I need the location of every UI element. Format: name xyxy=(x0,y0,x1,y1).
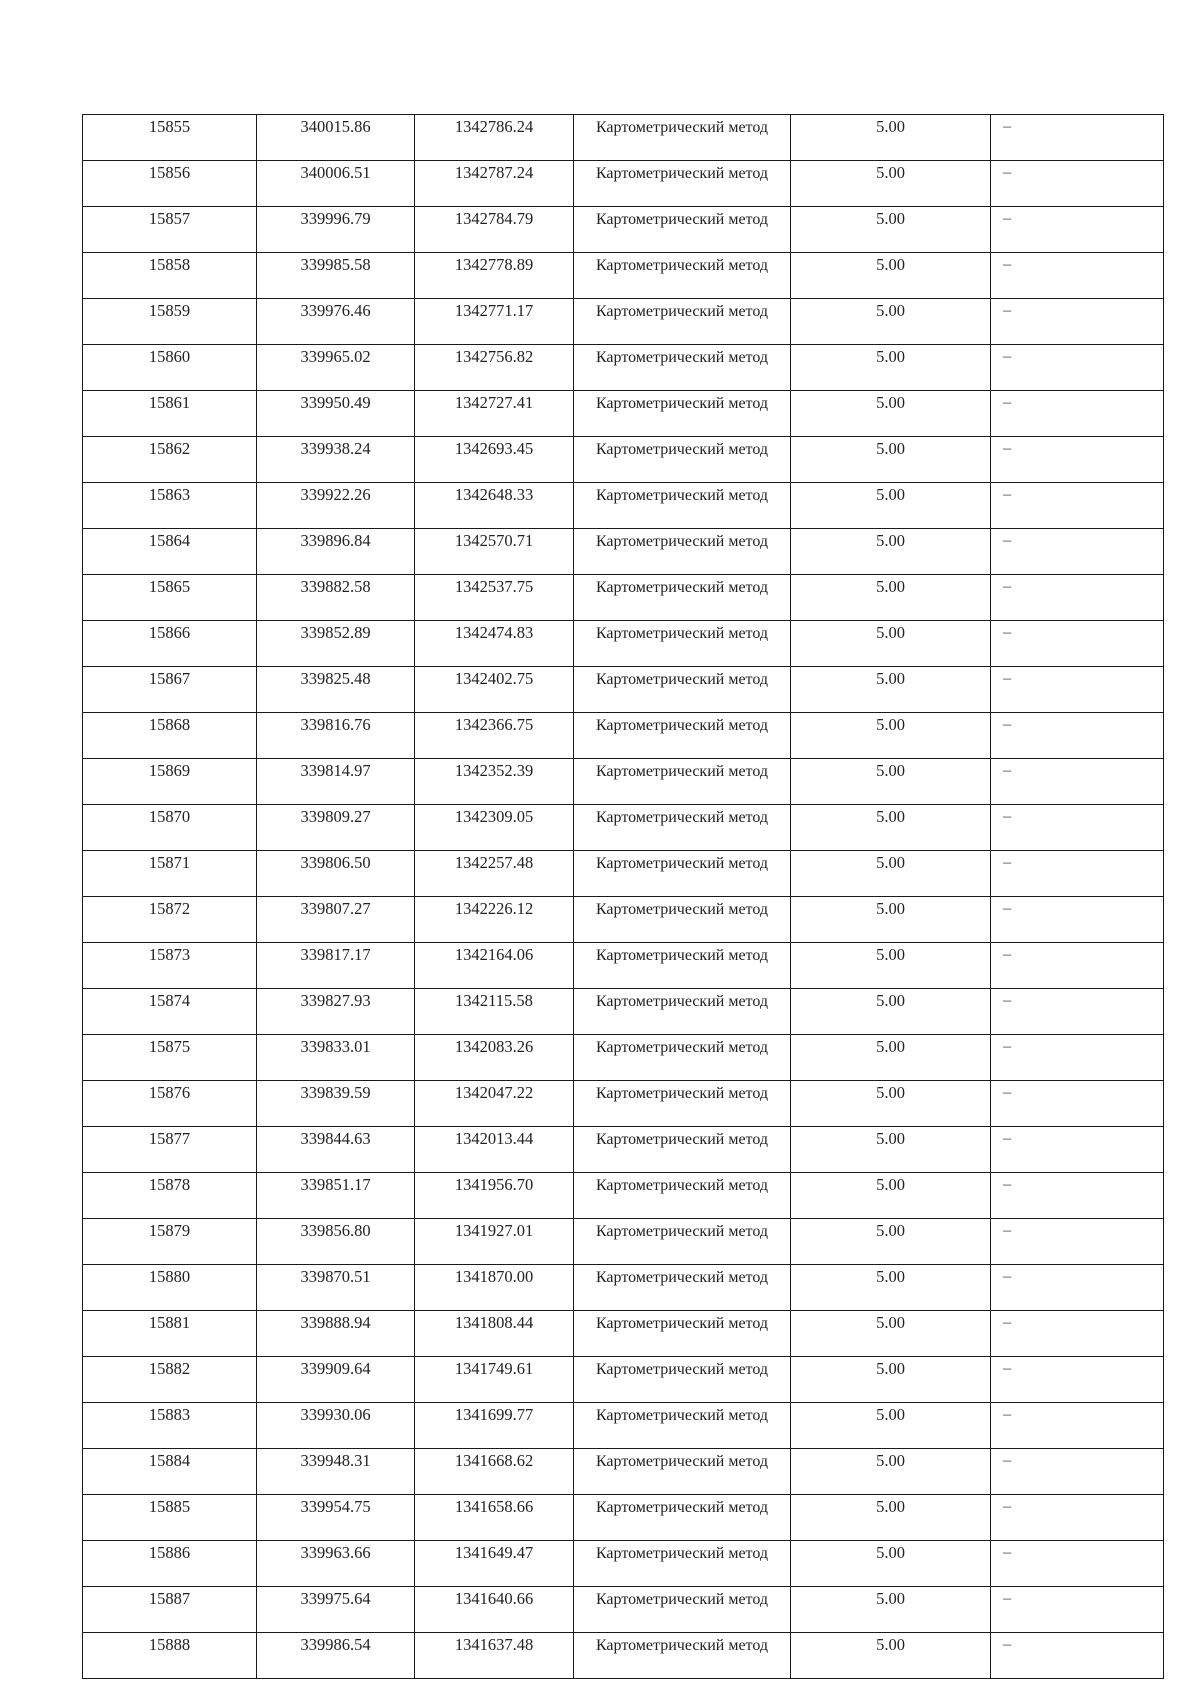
method-cell: Картометрический метод xyxy=(574,253,791,299)
description-cell: – xyxy=(991,207,1164,253)
table-row xyxy=(83,897,1164,943)
coord-x-cell: 339975.64 xyxy=(257,1587,415,1633)
coord-x-cell: 339909.64 xyxy=(257,1357,415,1403)
description-cell: – xyxy=(991,1357,1164,1403)
method-cell: Картометрический метод xyxy=(574,115,791,161)
coord-x-cell: 340006.51 xyxy=(257,161,415,207)
table-row xyxy=(83,207,1164,253)
point-number-cell: 15855 xyxy=(83,115,257,161)
accuracy-cell: 5.00 xyxy=(791,1127,991,1173)
point-number-cell: 15872 xyxy=(83,897,257,943)
accuracy-cell: 5.00 xyxy=(791,1035,991,1081)
table-row xyxy=(83,575,1164,621)
coord-x-cell: 339963.66 xyxy=(257,1541,415,1587)
coord-y-cell: 1342309.05 xyxy=(415,805,574,851)
point-number-cell: 15868 xyxy=(83,713,257,759)
accuracy-cell: 5.00 xyxy=(791,989,991,1035)
description-cell: – xyxy=(991,483,1164,529)
description-cell: – xyxy=(991,1541,1164,1587)
coord-y-cell: 1341956.70 xyxy=(415,1173,574,1219)
table-row xyxy=(83,1173,1164,1219)
point-number-cell: 15888 xyxy=(83,1633,257,1679)
description-cell: – xyxy=(991,529,1164,575)
table-row xyxy=(83,161,1164,207)
description-cell: – xyxy=(991,345,1164,391)
coord-y-cell: 1341927.01 xyxy=(415,1219,574,1265)
table-row xyxy=(83,989,1164,1035)
table-row xyxy=(83,851,1164,897)
coord-y-cell: 1342115.58 xyxy=(415,989,574,1035)
coord-y-cell: 1341808.44 xyxy=(415,1311,574,1357)
description-cell: – xyxy=(991,1127,1164,1173)
table-row xyxy=(83,667,1164,713)
coord-y-cell: 1342756.82 xyxy=(415,345,574,391)
coord-y-cell: 1342537.75 xyxy=(415,575,574,621)
method-cell: Картометрический метод xyxy=(574,1127,791,1173)
table-row xyxy=(83,1081,1164,1127)
accuracy-cell: 5.00 xyxy=(791,943,991,989)
coord-y-cell: 1341649.47 xyxy=(415,1541,574,1587)
description-cell: – xyxy=(991,1173,1164,1219)
coord-x-cell: 339844.63 xyxy=(257,1127,415,1173)
table-row xyxy=(83,759,1164,805)
accuracy-cell: 5.00 xyxy=(791,207,991,253)
accuracy-cell: 5.00 xyxy=(791,1403,991,1449)
coord-x-cell: 339852.89 xyxy=(257,621,415,667)
table-row xyxy=(83,253,1164,299)
table-row xyxy=(83,1127,1164,1173)
coord-x-cell: 339817.17 xyxy=(257,943,415,989)
coord-y-cell: 1342257.48 xyxy=(415,851,574,897)
accuracy-cell: 5.00 xyxy=(791,1541,991,1587)
point-number-cell: 15881 xyxy=(83,1311,257,1357)
point-number-cell: 15867 xyxy=(83,667,257,713)
coord-x-cell: 339870.51 xyxy=(257,1265,415,1311)
coord-y-cell: 1342013.44 xyxy=(415,1127,574,1173)
method-cell: Картометрический метод xyxy=(574,805,791,851)
accuracy-cell: 5.00 xyxy=(791,1587,991,1633)
coord-y-cell: 1342787.24 xyxy=(415,161,574,207)
accuracy-cell: 5.00 xyxy=(791,529,991,575)
point-number-cell: 15887 xyxy=(83,1587,257,1633)
coord-x-cell: 339896.84 xyxy=(257,529,415,575)
description-cell: – xyxy=(991,253,1164,299)
coord-y-cell: 1341699.77 xyxy=(415,1403,574,1449)
accuracy-cell: 5.00 xyxy=(791,851,991,897)
method-cell: Картометрический метод xyxy=(574,529,791,575)
method-cell: Картометрический метод xyxy=(574,575,791,621)
method-cell: Картометрический метод xyxy=(574,1449,791,1495)
point-number-cell: 15875 xyxy=(83,1035,257,1081)
accuracy-cell: 5.00 xyxy=(791,345,991,391)
coord-y-cell: 1342047.22 xyxy=(415,1081,574,1127)
method-cell: Картометрический метод xyxy=(574,1173,791,1219)
coord-y-cell: 1342693.45 xyxy=(415,437,574,483)
table-row xyxy=(83,805,1164,851)
point-number-cell: 15856 xyxy=(83,161,257,207)
accuracy-cell: 5.00 xyxy=(791,161,991,207)
method-cell: Картометрический метод xyxy=(574,1219,791,1265)
method-cell: Картометрический метод xyxy=(574,667,791,713)
coord-x-cell: 339809.27 xyxy=(257,805,415,851)
table-row xyxy=(83,391,1164,437)
description-cell: – xyxy=(991,391,1164,437)
point-number-cell: 15864 xyxy=(83,529,257,575)
coord-y-cell: 1342570.71 xyxy=(415,529,574,575)
method-cell: Картометрический метод xyxy=(574,437,791,483)
description-cell: – xyxy=(991,1219,1164,1265)
description-cell: – xyxy=(991,989,1164,1035)
method-cell: Картометрический метод xyxy=(574,1495,791,1541)
description-cell: – xyxy=(991,437,1164,483)
point-number-cell: 15874 xyxy=(83,989,257,1035)
method-cell: Картометрический метод xyxy=(574,483,791,529)
description-cell: – xyxy=(991,1449,1164,1495)
accuracy-cell: 5.00 xyxy=(791,115,991,161)
method-cell: Картометрический метод xyxy=(574,161,791,207)
coordinates-table-body xyxy=(83,115,1164,1679)
accuracy-cell: 5.00 xyxy=(791,1219,991,1265)
point-number-cell: 15865 xyxy=(83,575,257,621)
description-cell: – xyxy=(991,1495,1164,1541)
table-row xyxy=(83,529,1164,575)
coord-x-cell: 339930.06 xyxy=(257,1403,415,1449)
coord-y-cell: 1341658.66 xyxy=(415,1495,574,1541)
coord-x-cell: 339851.17 xyxy=(257,1173,415,1219)
table-row xyxy=(83,1219,1164,1265)
description-cell: – xyxy=(991,621,1164,667)
coord-y-cell: 1341637.48 xyxy=(415,1633,574,1679)
method-cell: Картометрический метод xyxy=(574,1403,791,1449)
table-row xyxy=(83,943,1164,989)
accuracy-cell: 5.00 xyxy=(791,1633,991,1679)
method-cell: Картометрический метод xyxy=(574,989,791,1035)
coord-x-cell: 339825.48 xyxy=(257,667,415,713)
table-row xyxy=(83,1265,1164,1311)
coord-x-cell: 339985.58 xyxy=(257,253,415,299)
point-number-cell: 15860 xyxy=(83,345,257,391)
description-cell: – xyxy=(991,1633,1164,1679)
description-cell: – xyxy=(991,851,1164,897)
coord-y-cell: 1341870.00 xyxy=(415,1265,574,1311)
table-row xyxy=(83,621,1164,667)
coord-y-cell: 1341668.62 xyxy=(415,1449,574,1495)
table-row xyxy=(83,1035,1164,1081)
coord-y-cell: 1342784.79 xyxy=(415,207,574,253)
point-number-cell: 15869 xyxy=(83,759,257,805)
accuracy-cell: 5.00 xyxy=(791,1265,991,1311)
method-cell: Картометрический метод xyxy=(574,1265,791,1311)
coordinates-table xyxy=(82,114,1164,1679)
table-row xyxy=(83,1449,1164,1495)
description-cell: – xyxy=(991,115,1164,161)
coord-y-cell: 1342771.17 xyxy=(415,299,574,345)
coord-x-cell: 339882.58 xyxy=(257,575,415,621)
method-cell: Картометрический метод xyxy=(574,851,791,897)
method-cell: Картометрический метод xyxy=(574,299,791,345)
coord-y-cell: 1341749.61 xyxy=(415,1357,574,1403)
coord-y-cell: 1342778.89 xyxy=(415,253,574,299)
coord-y-cell: 1342474.83 xyxy=(415,621,574,667)
coord-x-cell: 339950.49 xyxy=(257,391,415,437)
description-cell: – xyxy=(991,299,1164,345)
coord-y-cell: 1342366.75 xyxy=(415,713,574,759)
method-cell: Картометрический метод xyxy=(574,759,791,805)
method-cell: Картометрический метод xyxy=(574,1357,791,1403)
point-number-cell: 15885 xyxy=(83,1495,257,1541)
point-number-cell: 15861 xyxy=(83,391,257,437)
coord-x-cell: 339807.27 xyxy=(257,897,415,943)
coord-y-cell: 1341640.66 xyxy=(415,1587,574,1633)
table-row xyxy=(83,1587,1164,1633)
coord-x-cell: 339954.75 xyxy=(257,1495,415,1541)
point-number-cell: 15878 xyxy=(83,1173,257,1219)
description-cell: – xyxy=(991,1081,1164,1127)
accuracy-cell: 5.00 xyxy=(791,667,991,713)
point-number-cell: 15876 xyxy=(83,1081,257,1127)
point-number-cell: 15866 xyxy=(83,621,257,667)
coord-x-cell: 339856.80 xyxy=(257,1219,415,1265)
point-number-cell: 15873 xyxy=(83,943,257,989)
table-row xyxy=(83,299,1164,345)
table-row xyxy=(83,1311,1164,1357)
accuracy-cell: 5.00 xyxy=(791,759,991,805)
point-number-cell: 15871 xyxy=(83,851,257,897)
coord-x-cell: 340015.86 xyxy=(257,115,415,161)
coord-x-cell: 339986.54 xyxy=(257,1633,415,1679)
accuracy-cell: 5.00 xyxy=(791,1449,991,1495)
coord-y-cell: 1342226.12 xyxy=(415,897,574,943)
coord-x-cell: 339888.94 xyxy=(257,1311,415,1357)
coord-x-cell: 339827.93 xyxy=(257,989,415,1035)
table-row xyxy=(83,345,1164,391)
point-number-cell: 15863 xyxy=(83,483,257,529)
description-cell: – xyxy=(991,805,1164,851)
accuracy-cell: 5.00 xyxy=(791,1173,991,1219)
coord-y-cell: 1342727.41 xyxy=(415,391,574,437)
point-number-cell: 15879 xyxy=(83,1219,257,1265)
method-cell: Картометрический метод xyxy=(574,391,791,437)
table-row xyxy=(83,115,1164,161)
point-number-cell: 15859 xyxy=(83,299,257,345)
description-cell: – xyxy=(991,1035,1164,1081)
accuracy-cell: 5.00 xyxy=(791,483,991,529)
coord-x-cell: 339833.01 xyxy=(257,1035,415,1081)
point-number-cell: 15870 xyxy=(83,805,257,851)
description-cell: – xyxy=(991,575,1164,621)
coord-y-cell: 1342402.75 xyxy=(415,667,574,713)
point-number-cell: 15883 xyxy=(83,1403,257,1449)
description-cell: – xyxy=(991,161,1164,207)
point-number-cell: 15862 xyxy=(83,437,257,483)
method-cell: Картометрический метод xyxy=(574,943,791,989)
accuracy-cell: 5.00 xyxy=(791,299,991,345)
method-cell: Картометрический метод xyxy=(574,1311,791,1357)
description-cell: – xyxy=(991,943,1164,989)
point-number-cell: 15857 xyxy=(83,207,257,253)
description-cell: – xyxy=(991,667,1164,713)
description-cell: – xyxy=(991,1311,1164,1357)
accuracy-cell: 5.00 xyxy=(791,253,991,299)
method-cell: Картометрический метод xyxy=(574,1633,791,1679)
coord-x-cell: 339806.50 xyxy=(257,851,415,897)
method-cell: Картометрический метод xyxy=(574,1587,791,1633)
table-row xyxy=(83,1357,1164,1403)
point-number-cell: 15886 xyxy=(83,1541,257,1587)
method-cell: Картометрический метод xyxy=(574,621,791,667)
coord-y-cell: 1342648.33 xyxy=(415,483,574,529)
description-cell: – xyxy=(991,1265,1164,1311)
table-row xyxy=(83,1541,1164,1587)
coord-x-cell: 339996.79 xyxy=(257,207,415,253)
method-cell: Картометрический метод xyxy=(574,345,791,391)
coord-x-cell: 339816.76 xyxy=(257,713,415,759)
point-number-cell: 15882 xyxy=(83,1357,257,1403)
point-number-cell: 15877 xyxy=(83,1127,257,1173)
method-cell: Картометрический метод xyxy=(574,713,791,759)
coord-y-cell: 1342164.06 xyxy=(415,943,574,989)
table-row xyxy=(83,1495,1164,1541)
method-cell: Картометрический метод xyxy=(574,1541,791,1587)
point-number-cell: 15880 xyxy=(83,1265,257,1311)
table-row xyxy=(83,1633,1164,1679)
method-cell: Картометрический метод xyxy=(574,1035,791,1081)
coord-x-cell: 339976.46 xyxy=(257,299,415,345)
method-cell: Картометрический метод xyxy=(574,207,791,253)
table-row xyxy=(83,713,1164,759)
point-number-cell: 15858 xyxy=(83,253,257,299)
accuracy-cell: 5.00 xyxy=(791,1081,991,1127)
description-cell: – xyxy=(991,759,1164,805)
coord-x-cell: 339938.24 xyxy=(257,437,415,483)
accuracy-cell: 5.00 xyxy=(791,805,991,851)
table-row xyxy=(83,1403,1164,1449)
accuracy-cell: 5.00 xyxy=(791,1357,991,1403)
table-row xyxy=(83,437,1164,483)
description-cell: – xyxy=(991,713,1164,759)
method-cell: Картометрический метод xyxy=(574,897,791,943)
coord-y-cell: 1342083.26 xyxy=(415,1035,574,1081)
accuracy-cell: 5.00 xyxy=(791,575,991,621)
accuracy-cell: 5.00 xyxy=(791,1311,991,1357)
coord-y-cell: 1342352.39 xyxy=(415,759,574,805)
description-cell: – xyxy=(991,897,1164,943)
description-cell: – xyxy=(991,1403,1164,1449)
method-cell: Картометрический метод xyxy=(574,1081,791,1127)
description-cell: – xyxy=(991,1587,1164,1633)
accuracy-cell: 5.00 xyxy=(791,391,991,437)
coord-y-cell: 1342786.24 xyxy=(415,115,574,161)
table-row xyxy=(83,483,1164,529)
accuracy-cell: 5.00 xyxy=(791,437,991,483)
coord-x-cell: 339839.59 xyxy=(257,1081,415,1127)
coord-x-cell: 339965.02 xyxy=(257,345,415,391)
accuracy-cell: 5.00 xyxy=(791,713,991,759)
point-number-cell: 15884 xyxy=(83,1449,257,1495)
accuracy-cell: 5.00 xyxy=(791,897,991,943)
accuracy-cell: 5.00 xyxy=(791,1495,991,1541)
coord-x-cell: 339948.31 xyxy=(257,1449,415,1495)
coord-x-cell: 339814.97 xyxy=(257,759,415,805)
coord-x-cell: 339922.26 xyxy=(257,483,415,529)
accuracy-cell: 5.00 xyxy=(791,621,991,667)
